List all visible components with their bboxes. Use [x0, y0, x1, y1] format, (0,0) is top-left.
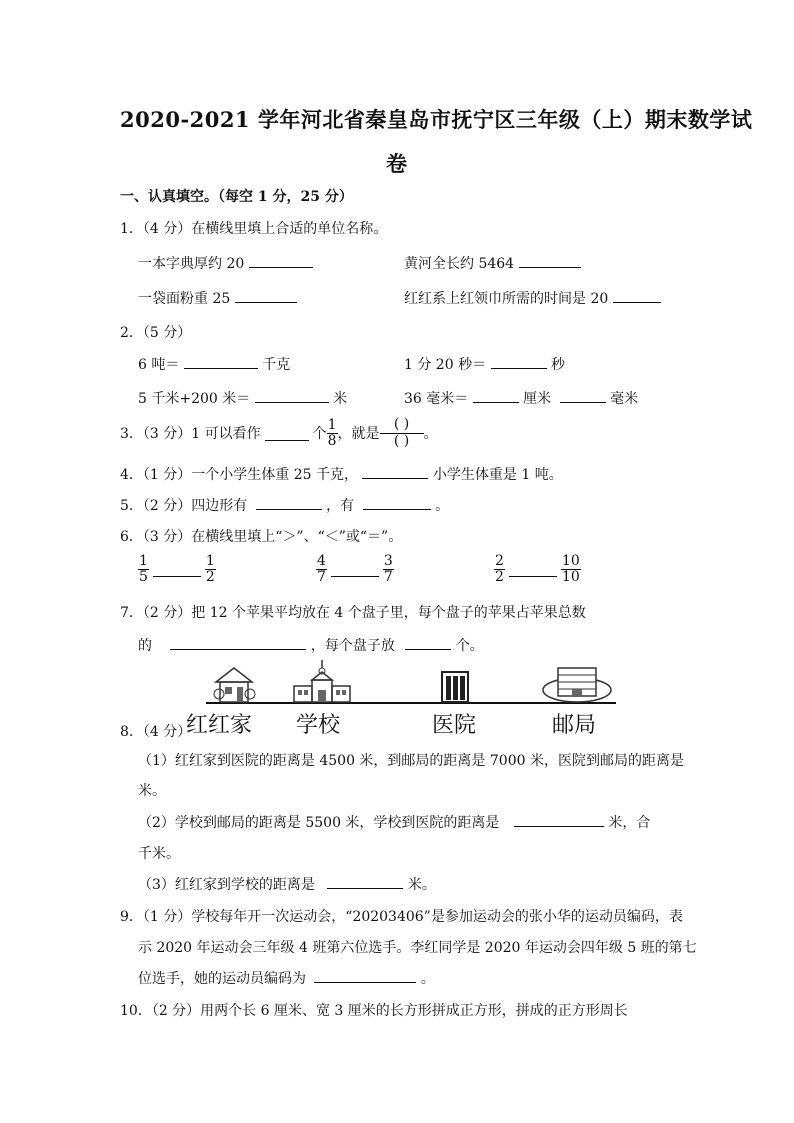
answer-blank[interactable] — [491, 354, 547, 369]
item-unit: 千克 — [262, 357, 291, 373]
item-text: 1 分 20 秒＝ — [404, 357, 487, 373]
question-text: 个。 — [455, 638, 484, 654]
page-title-continued: 卷 — [386, 151, 408, 176]
answer-fraction-blank[interactable] — [380, 417, 424, 449]
answer-blank[interactable] — [514, 812, 604, 827]
fraction-numerator: 1 — [139, 553, 148, 569]
fraction-denominator: 7 — [317, 568, 326, 585]
fraction-right — [205, 554, 216, 584]
question-2-item-c — [138, 388, 347, 408]
question-text: 3．（3 分）1 可以看作 — [120, 426, 261, 442]
item-unit: 米 — [333, 391, 348, 407]
question-1-item-a — [138, 253, 313, 273]
question-8-part-2-line-2: 千米。 — [138, 846, 180, 862]
answer-blank[interactable] — [184, 354, 258, 369]
compare-blank[interactable] — [153, 562, 201, 577]
question-2-item-b — [404, 354, 565, 374]
answer-blank[interactable] — [265, 426, 309, 441]
fraction-left — [316, 554, 327, 584]
question-9-line-3 — [138, 968, 435, 988]
school-icon — [290, 658, 354, 704]
fraction-denominator: 7 — [383, 568, 393, 585]
question-1-item-d — [404, 288, 661, 308]
answer-blank[interactable] — [560, 388, 606, 403]
question-2-item-d — [404, 388, 638, 408]
question-text: 米。 — [407, 877, 436, 893]
label-hospital: 医院 — [432, 713, 477, 738]
house-icon — [212, 664, 256, 704]
answer-blank[interactable] — [519, 253, 581, 268]
question-7-line-1: 7．（2 分）把 12 个苹果平均放在 4 个盘子里，每个盘子的苹果占苹果总数 — [120, 605, 586, 621]
question-8-stem: 8．（4 分） — [120, 724, 192, 740]
fraction-numerator: 10 — [561, 553, 580, 569]
answer-blank[interactable] — [256, 495, 322, 510]
question-8-part-1-line-1: （1）红红家到医院的距离是 4500 米，到邮局的距离是 7000 米，医院到邮局的距离是 — [138, 753, 684, 769]
question-4 — [120, 464, 563, 484]
question-9-line-1: 9．（1 分）学校每年开一次运动会，“20203406”是参加运动会的张小华的运动员编码，表 — [120, 909, 683, 925]
question-1-stem: 1．（4 分）在横线里填上合适的单位名称。 — [120, 221, 388, 237]
question-text: 。 — [423, 426, 438, 442]
question-6-pair-3 — [494, 554, 581, 584]
item-text: 36 毫米＝ — [404, 391, 469, 407]
fraction-denominator: 10 — [561, 568, 580, 585]
fraction-numerator: 4 — [317, 553, 326, 569]
fraction-denominator: 8 — [327, 432, 337, 449]
answer-blank[interactable] — [170, 635, 306, 650]
item-text: 一本字典厚约 20 — [138, 256, 245, 272]
answer-blank[interactable] — [363, 495, 431, 510]
question-text: 。 — [420, 971, 435, 987]
question-text: 小学生体重是 1 吨。 — [432, 467, 563, 483]
answer-blank[interactable] — [473, 388, 519, 403]
question-8-part-1-line-2: 米。 — [138, 783, 166, 799]
answer-blank[interactable] — [249, 253, 313, 268]
question-text: （2）学校到邮局的距离是 5500 米，学校到医院的距离是 — [138, 815, 500, 831]
question-text: 位选手，她的运动员编码为 — [138, 971, 306, 987]
label-post-office: 邮局 — [552, 713, 597, 738]
fraction-numerator: 1 — [205, 553, 215, 569]
question-9-line-2: 示 2020 年运动会三年级 4 班第六位选手。李红同学是 2020 年运动会四年级 5 班的第七 — [138, 940, 697, 956]
answer-blank[interactable] — [362, 464, 428, 479]
fraction-right — [561, 554, 581, 584]
fraction-denominator: 2 — [495, 568, 504, 585]
question-8-part-2 — [138, 812, 650, 832]
item-unit: 毫米 — [610, 391, 639, 407]
question-10-line-1: 10．（2 分）用两个长 6 厘米、宽 3 厘米的长方形拼成正方形，拼成的正方形周长 — [120, 1003, 628, 1019]
fraction-denominator: 2 — [205, 568, 215, 585]
question-text: ，有 — [326, 498, 355, 514]
question-6-stem: 6．（3 分）在横线里填上“＞”、“＜”或“＝”。 — [120, 529, 403, 545]
item-text: 一袋面粉重 25 — [138, 291, 231, 307]
item-text: 红红系上红领巾所需的时间是 20 — [404, 291, 609, 307]
answer-blank[interactable] — [405, 635, 451, 650]
fraction-numerator: 2 — [495, 553, 504, 569]
item-text: 5 千米+200 米＝ — [138, 391, 251, 407]
question-text: ，就是 — [337, 426, 380, 442]
compare-blank[interactable] — [509, 562, 557, 577]
question-6-pair-2 — [316, 554, 394, 584]
hospital-icon — [438, 668, 472, 704]
answer-blank[interactable] — [255, 388, 329, 403]
label-school: 学校 — [296, 713, 341, 738]
question-7-line-2 — [138, 635, 484, 655]
question-2-item-a — [138, 354, 290, 374]
item-unit: 秒 — [550, 357, 565, 373]
question-text: 的 — [138, 638, 152, 654]
fraction-left — [494, 554, 505, 584]
item-text: 黄河全长约 5464 — [404, 256, 515, 272]
fraction-left — [138, 554, 149, 584]
answer-blank[interactable] — [327, 874, 403, 889]
item-unit: 厘米 — [523, 391, 552, 407]
answer-blank[interactable] — [235, 288, 297, 303]
question-text: 5．（2 分）四边形有 — [120, 498, 248, 514]
question-text: （3）红红家到学校的距离是 — [138, 877, 315, 893]
fraction-right — [383, 554, 394, 584]
question-3 — [120, 414, 438, 452]
question-1-item-b — [404, 253, 581, 273]
compare-blank[interactable] — [331, 562, 379, 577]
fraction-denominator-blank[interactable]: ( ) — [393, 432, 410, 449]
answer-blank[interactable] — [613, 288, 661, 303]
question-text: 。 — [435, 498, 450, 514]
fraction-numerator: 3 — [383, 553, 393, 569]
fraction-one-eighth — [327, 418, 338, 448]
answer-blank[interactable] — [314, 968, 416, 983]
fraction-numerator-blank[interactable]: ( ) — [380, 417, 424, 433]
post-office-icon — [540, 662, 614, 704]
question-text: 个 — [312, 426, 327, 442]
question-text: ，每个盘子放 — [310, 638, 395, 654]
question-1-item-c — [138, 288, 297, 308]
fraction-denominator: 5 — [139, 568, 148, 585]
page-title: 2020-2021 学年河北省秦皇岛市抚宁区三年级（上）期末数学试 — [120, 107, 753, 132]
section-heading: 一、认真填空。（每空 1 分，25 分） — [120, 189, 353, 205]
question-8-part-3 — [138, 874, 436, 894]
question-text: 米，合 — [608, 815, 651, 831]
label-hong-home: 红红家 — [186, 713, 253, 738]
question-text: 4．（1 分）一个小学生体重 25 千克， — [120, 467, 358, 483]
question-2-stem: 2．（5 分） — [120, 325, 192, 341]
question-6-pair-1 — [138, 554, 216, 584]
fraction-numerator: 1 — [327, 416, 337, 433]
question-5 — [120, 495, 449, 515]
item-text: 6 吨＝ — [138, 357, 180, 373]
